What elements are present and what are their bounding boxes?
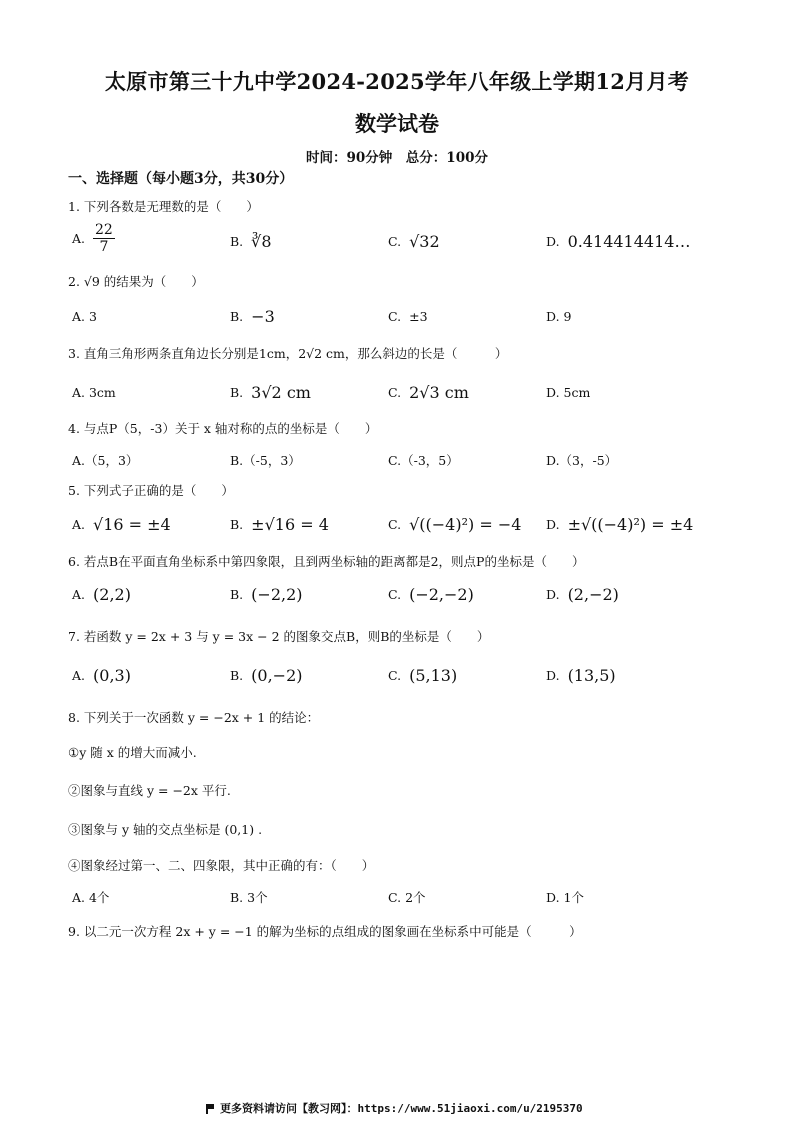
question-1-option-c: C. √32 xyxy=(388,232,440,251)
question-6-stem: 6. 若点B在平面直角坐标系中第四象限，且到两坐标轴的距离都是2，则点P的坐标是（ ） xyxy=(68,554,585,569)
flag-icon xyxy=(206,1104,214,1113)
question-5-option-d: D. ±√((−4)²) = ±4 xyxy=(546,515,694,534)
question-3-option-b: B. 3√2 cm xyxy=(230,383,311,402)
exam-meta: 时间：90分钟 总分：100分 xyxy=(306,150,488,166)
question-5-stem: 5. 下列式子正确的是（ ） xyxy=(68,483,234,498)
question-5-option-c: C. √((−4)²) = −4 xyxy=(388,515,522,534)
question-2-option-d: D. 9 xyxy=(546,309,572,324)
question-1-option-a: A. $\frac{22}{7}$ xyxy=(72,222,113,256)
question-9-stem: 9. 以二元一次方程 2x + y = −1 的解为坐标的点组成的图象画在坐标系中可能是（ ） xyxy=(68,924,582,939)
footer-link[interactable]: 更多资料请访问【教习网】：https://www.51jiaoxi.com/u/2195370 xyxy=(206,1100,583,1116)
question-3-option-a: A. 3cm xyxy=(72,385,116,400)
question-6-option-d: D. (2,−2) xyxy=(546,585,619,604)
question-2-option-a: A. 3 xyxy=(72,309,97,324)
page-subtitle: 数学试卷 xyxy=(355,111,439,136)
question-4-option-b: B.（-5，3） xyxy=(230,453,301,468)
question-1-stem: 1. 下列各数是无理数的是（ ） xyxy=(68,199,259,214)
question-2-option-c: C. ±3 xyxy=(388,309,428,324)
question-8-option-b: B. 3个 xyxy=(230,890,268,905)
question-4-option-d: D.（3，-5） xyxy=(546,453,618,468)
question-6-option-c: C. (−2,−2) xyxy=(388,585,474,604)
question-8-option-c: C. 2个 xyxy=(388,890,426,905)
question-4-option-c: C.（-3，5） xyxy=(388,453,459,468)
question-8-option-d: D. 1个 xyxy=(546,890,584,905)
question-2-option-b: B. −3 xyxy=(230,307,275,326)
question-3-option-c: C. 2√3 cm xyxy=(388,383,469,402)
question-7-stem: 7. 若函数 y = 2x + 3 与 y = 3x − 2 的图象交点B，则B的坐标是（ ） xyxy=(68,629,490,644)
question-8-stem: 8. 下列关于一次函数 y = −2x + 1 的结论： xyxy=(68,710,320,725)
question-7-option-d: D. (13,5) xyxy=(546,666,616,685)
question-4-option-a: A.（5，3） xyxy=(72,453,139,468)
question-5-option-a: A. √16 = ±4 xyxy=(72,515,171,534)
question-8-option-a: A. 4个 xyxy=(72,890,110,905)
page-title: 太原市第三十九中学2024-2025学年八年级上学期12月月考 xyxy=(104,69,690,94)
section-heading: 一、选择题（每小题3分，共30分） xyxy=(68,171,294,187)
question-4-stem: 4. 与点P（5，-3）关于 x 轴对称的点的坐标是（ ） xyxy=(68,421,378,436)
question-3-stem: 3. 直角三角形两条直角边长分别是1cm，2√2 cm，那么斜边的长是（ ） xyxy=(68,346,508,361)
question-8-statement-4: ④图象经过第一、二、四象限，其中正确的有：（ ） xyxy=(68,858,375,873)
question-5-option-b: B. ±√16 = 4 xyxy=(230,515,329,534)
question-7-option-c: C. (5,13) xyxy=(388,666,458,685)
question-1-option-b: B. ∛8 xyxy=(230,232,272,251)
question-1-option-d: D. 0.414414414… xyxy=(546,232,691,251)
question-6-option-b: B. (−2,2) xyxy=(230,585,303,604)
question-7-option-b: B. (0,−2) xyxy=(230,666,303,685)
question-2-stem: 2. √9 的结果为（ ） xyxy=(68,274,204,289)
question-3-option-d: D. 5cm xyxy=(546,385,591,400)
question-7-option-a: A. (0,3) xyxy=(72,666,131,685)
question-8-statement-2: ②图象与直线 y = −2x 平行. xyxy=(68,783,231,798)
question-8-statement-1: ①y 随 x 的增大而减小. xyxy=(68,745,197,760)
question-6-option-a: A. (2,2) xyxy=(72,585,131,604)
question-8-statement-3: ③图象与 y 轴的交点坐标是 (0,1) . xyxy=(68,822,263,837)
fraction: $\frac{22}{7}$ xyxy=(95,222,113,256)
